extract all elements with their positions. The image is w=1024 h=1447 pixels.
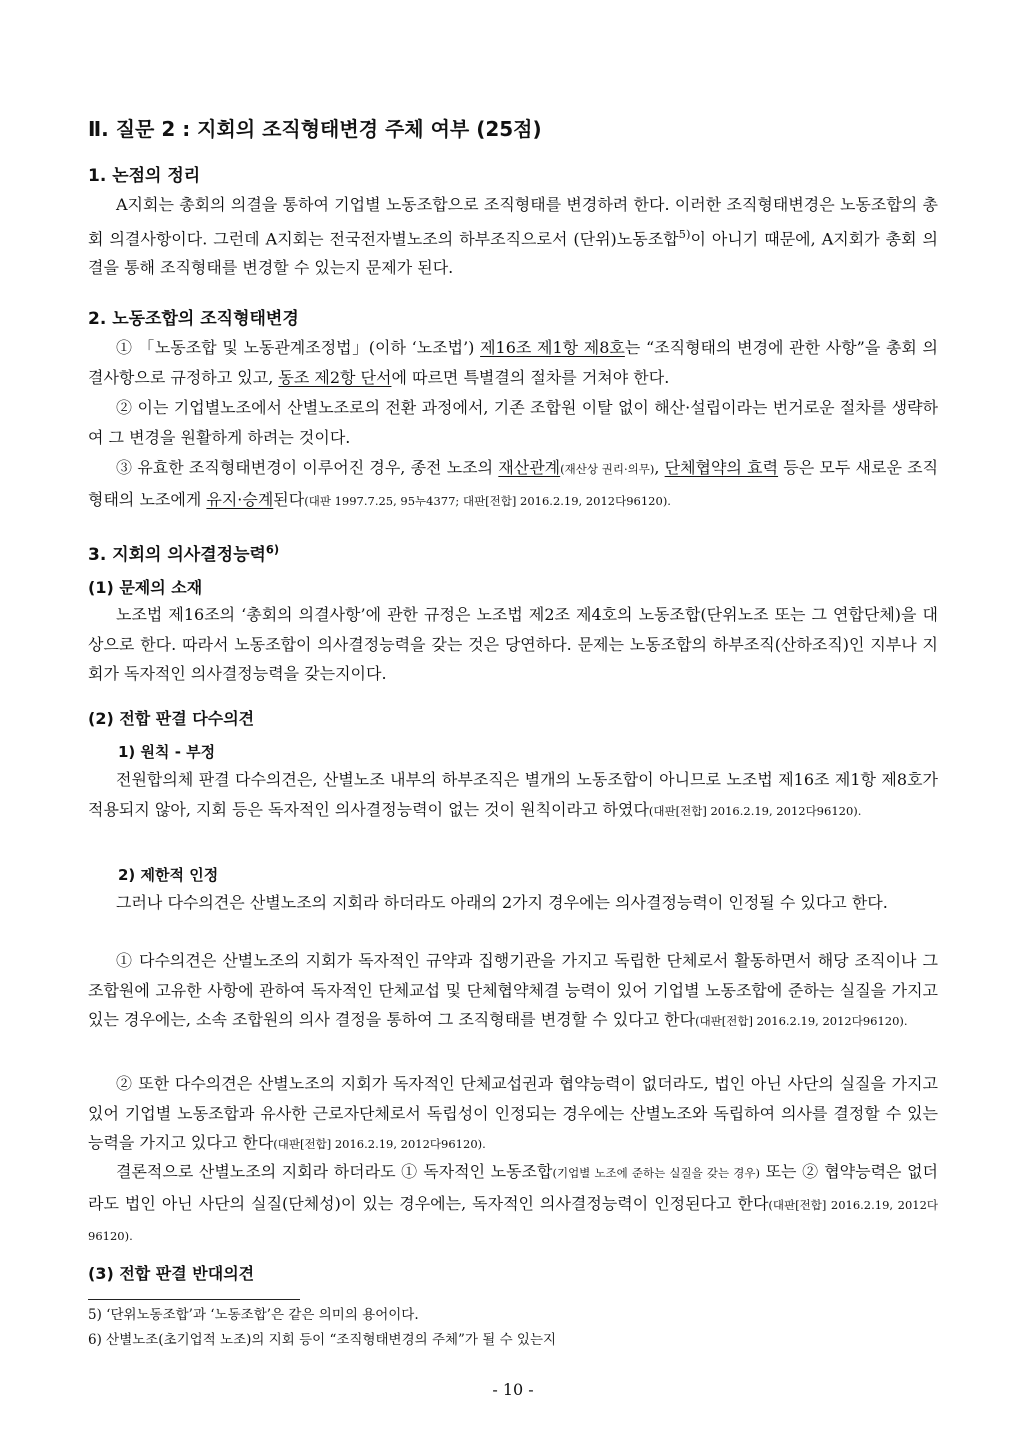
paragraph-text: ② 또한 다수의견은 산별노조의 지회가 독자적인 단체교섭권과 협약능력이 없더라도, 법인 아닌 사단의 실질을 가지고 있어 기업별 노동조합과 유사한 근로자단체로서 독립성이 인정되는 경우에는 산별노조와 독립하여 의사를 결정할 수 있는 능력을 가지고 있다고 한다 [88,1074,938,1152]
underlined-text: 유지·승계 [206,489,274,509]
section-1-paragraph [88,190,938,283]
paragraph-text: 이 아니기 때문에, A지회가 총회 의결을 통해 조직형태를 변경할 수 있는지 문제가 된다. [88,228,938,278]
paragraph-text: , [654,458,665,477]
subsection-3-heading: (3) 전합 판결 반대의견 [88,1264,255,1283]
item-a-paragraph [88,765,938,826]
subsection-1-heading: (1) 문제의 소재 [88,578,203,597]
underlined-text: 재산관계 [498,458,561,477]
paragraph-text: ① 다수의견은 산별노조의 지회가 독자적인 규약과 집행기관을 가지고 독립한 단체로서 활동하면서 해당 조직이나 그 조합원에 고유한 사항에 관하여 독자적인 단체교섭 및 단체협약체결 능력이 있어 기업별 노동조합에 준하는 실질을 가지고 있는 경우에는, 소속 조합원의 의사 결정을 통하여 그 조직형태를 변경할 수 있다고 한다 [88,951,938,1029]
section-3-heading [88,540,279,565]
footnote-divider [88,1299,300,1300]
underlined-text: 단체협약의 효력 [664,458,779,477]
footnote-ref-5: 5) [678,226,691,241]
subsection-1-paragraph: 노조법 제16조의 ‘총회의 의결사항’에 관한 규정은 노조법 제2조 제4호의 노동조합(단위노조 또는 그 연합단체)을 대상으로 한다. 따라서 노동조합이 의사결정능력을 갖는 것은 당연하다. 문제는 노동조합의 하부조직(산하조직)인 지부나 지회가 독자적인 의사결정능력을 갖는지이다. [88,605,938,683]
paragraph-text: 에 따르면 특별결의 절차를 거쳐야 한다. [391,367,670,387]
item-a-heading: 1) 원칙 - 부정 [118,743,216,761]
citation: (대판[전합] 2016.2.19, 2012다96120). [695,1014,908,1028]
paragraph-text: ① 「노동조합 및 노동관계조정법」(이하 ‘노조법’) [116,338,481,357]
underlined-text: 제16조 제1항 제8호 [480,338,625,357]
paragraph-text: 된다 [273,489,305,509]
paragraph-text: 는 “조직형태의 변경에 관한 사항”을 총회 의결사항으로 규정하고 있고, [88,338,938,387]
footnote-5: 5) ‘단위노동조합’과 ‘노동조합’은 같은 의미의 용어이다. [88,1307,419,1323]
item-b-paragraph-3 [88,1069,938,1160]
item-b-heading: 2) 제한적 인정 [118,866,219,884]
section-1-heading: 1. 논점의 정리 [88,166,201,186]
paragraph-text: 등은 모두 새로운 조직형태의 노조에게 [88,458,939,509]
subsection-2-heading: (2) 전합 판결 다수의견 [88,709,255,728]
underlined-text: 동조 제2항 단서 [278,367,392,387]
paragraph-text: 또는 ② 협약능력은 없더라도 법인 아닌 사단의 실질(단체성)이 있는 경우에는, 독자적인 의사결정능력이 인정된다고 한다 [88,1162,938,1213]
section-2-clause-3 [88,453,938,516]
page-number: - 10 - [492,1380,534,1399]
paragraph-text: ③ 유효한 조직형태변경이 이루어진 경우, 종전 노조의 [116,458,499,477]
heading-text: 3. 지회의 의사결정능력 [88,545,266,565]
small-note: (기업별 노조에 준하는 실질을 갖는 경우) [552,1166,760,1180]
paragraph-text: 결론적으로 산별노조의 지회라 하더라도 ① 독자적인 노동조합 [116,1162,553,1181]
small-note: (재산상 권리·의무) [560,462,655,476]
section-2-clause-1 [88,333,938,392]
citation: (대판 1997.7.25, 95누4377; 대판[전합] 2016.2.19, 2012다96120). [304,493,671,508]
citation: (대판[전합] 2016.2.19, 2012다96120). [648,803,862,818]
footnote-ref-6: 6) [265,542,280,557]
citation: (대판[전합] 2016.2.19, 2012다96120). [88,1197,939,1243]
item-b-paragraph-2 [88,946,938,1037]
paragraph-text: A지회는 총회의 의결을 통하여 기업별 노동조합으로 조직형태를 변경하려 한다. 이러한 조직형태변경은 노동조합의 총회 의결사항이다. 그런데 A지회는 전국전자별노조의 하부조직으로서 (단위)노동조합 [88,195,938,248]
section-2-clause-2: ② 이는 기업별노조에서 산별노조로의 전환 과정에서, 기존 조합원 이탈 없이 해산·설립이라는 번거로운 절차를 생략하여 그 변경을 원활하게 하려는 것이다. [88,398,938,447]
footnote-6: 6) 산별노조(초기업적 노조)의 지회 등이 “조직형태변경의 주체”가 될 수 있는지 [88,1332,557,1348]
section-2-heading: 2. 노동조합의 조직형태변경 [88,309,299,329]
item-b-paragraph-4 [88,1157,938,1252]
main-heading: Ⅱ. 질문 2 : 지회의 조직형태변경 주체 여부 (25점) [88,117,542,141]
citation: (대판[전합] 2016.2.19, 2012다96120). [273,1137,486,1151]
item-b-paragraph-1: 그러나 다수의견은 산별노조의 지회라 하더라도 아래의 2가지 경우에는 의사결정능력이 인정될 수 있다고 한다. [116,893,888,912]
paragraph-text: 전원합의체 판결 다수의견은, 산별노조 내부의 하부조직은 별개의 노동조합이 아니므로 노조법 제16조 제1항 제8호가 적용되지 않아, 지회 등은 독자적인 의사결정능력이 없는 것이 원칙이라고 하였다 [88,770,938,819]
